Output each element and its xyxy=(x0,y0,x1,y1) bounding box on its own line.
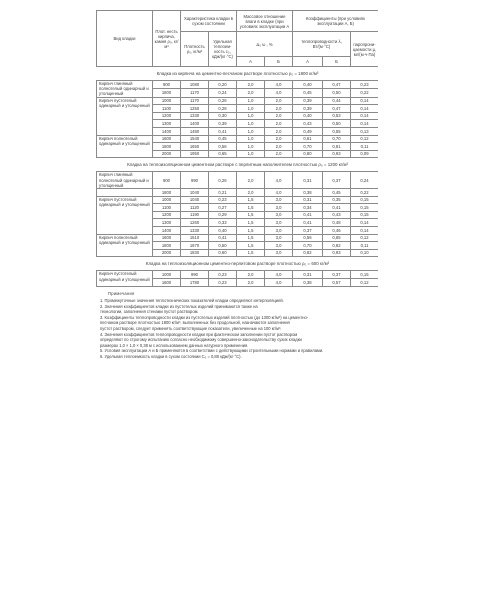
table-cell: 0,65 xyxy=(323,234,351,242)
table-cell: 0,40 xyxy=(209,226,237,234)
table-row xyxy=(97,97,379,105)
table-cell: 3,0 xyxy=(265,249,293,257)
table-cell: 1400 xyxy=(153,127,181,135)
table-cell: 2,0 xyxy=(237,188,265,196)
notes-title: Примечания xyxy=(108,290,135,296)
table-cell: 1,0 xyxy=(237,112,265,120)
table-cell: 0,61 xyxy=(293,135,323,143)
table-cell: 0,15 xyxy=(351,204,379,212)
section-title: Кладка на теплоизоляционном цементно-перлитовом растворе плотностью ρ₀ = 600 кг/м³ xyxy=(97,257,379,271)
table-cell: 4,0 xyxy=(265,172,293,189)
table-cell: 0,45 xyxy=(323,188,351,196)
material-label: Кирпич полнотелый одинарный и утолщенный xyxy=(97,234,153,257)
table-cell: 0,33 xyxy=(209,219,237,227)
table-cell: 1540 xyxy=(181,135,209,143)
note-line: 5. Условия эксплуатации А и Б применяются в соответствии с действующими строительными нормами и правилами. xyxy=(100,348,324,354)
table-cell: 4,0 xyxy=(265,81,293,89)
table-cell: 0,70 xyxy=(293,143,323,151)
table-cell: 0,41 xyxy=(323,204,351,212)
material-label: Кирпич полнотелый одинарный и утолщенный xyxy=(97,135,153,158)
material-label xyxy=(97,188,153,196)
table-cell: 2,0 xyxy=(265,105,293,113)
table-cell: 0,44 xyxy=(323,97,351,105)
table-cell: 1600 xyxy=(153,135,181,143)
table-cell: 0,24 xyxy=(351,172,379,189)
table-cell: 0,14 xyxy=(351,120,379,128)
table-cell: 0,39 xyxy=(209,120,237,128)
table-cell: 1670 xyxy=(181,242,209,250)
table-cell: 1080 xyxy=(181,81,209,89)
table-cell: 2,0 xyxy=(265,120,293,128)
table-cell: 0,11 xyxy=(351,242,379,250)
table-cell: 0,35 xyxy=(323,196,351,204)
table-cell: 2,0 xyxy=(237,81,265,89)
table-cell: 1100 xyxy=(153,105,181,113)
table-cell: 0,49 xyxy=(293,127,323,135)
table-cell: 1,5 xyxy=(237,204,265,212)
table-cell: 0,39 xyxy=(293,105,323,113)
table-cell: 990 xyxy=(181,172,209,189)
table-cell: 1,0 xyxy=(237,143,265,151)
table-cell: 0,81 xyxy=(323,143,351,151)
notes-block xyxy=(96,291,378,360)
table-cell: 0,57 xyxy=(323,278,351,286)
table-cell: 0,30 xyxy=(209,112,237,120)
table-cell: 0,48 xyxy=(323,219,351,227)
table-cell: 1510 xyxy=(181,234,209,242)
table-cell: 2,0 xyxy=(237,271,265,279)
table-row xyxy=(97,81,379,89)
note-line: 2. Значения коэффициентов кладки из пустотелых изделий принимаются также на xyxy=(100,303,258,309)
table-cell: 0,14 xyxy=(351,112,379,120)
table-cell: 0,13 xyxy=(351,127,379,135)
table-cell: 1330 xyxy=(181,112,209,120)
table-cell: 1650 xyxy=(181,143,209,151)
table-cell: 990 xyxy=(181,271,209,279)
table-row xyxy=(97,234,379,242)
table-cell: 0,70 xyxy=(293,242,323,250)
note-line: 1. Промежуточные значения теплотехнических показателей кладки определяют интерполяцией. xyxy=(100,298,284,304)
table-row xyxy=(97,271,379,279)
table-cell: 0,26 xyxy=(209,97,237,105)
table-cell: 1190 xyxy=(181,211,209,219)
table-cell: 0,15 xyxy=(351,196,379,204)
table-cell: 0,12 xyxy=(351,234,379,242)
table-cell: 2,0 xyxy=(265,143,293,151)
table-cell: 0,50 xyxy=(323,120,351,128)
table-cell: 1,5 xyxy=(237,242,265,250)
table-cell: 0,21 xyxy=(209,188,237,196)
header-coeff-group: Коэффициенты (при условиях эксплуатации А, Б) xyxy=(293,11,379,32)
table-cell: 2,0 xyxy=(265,150,293,158)
header-heat-capacity: Удельная теплоемкость с₀, кДж/(кг·°С) xyxy=(209,32,237,67)
section-title: Кладка на теплоизоляционном цементном растворе с перлитным наполнителем плотностью ρ₀ = 1200 кг/м³ xyxy=(97,158,379,172)
header-material: Вид кладки xyxy=(97,11,153,67)
table-cell: 3,0 xyxy=(265,204,293,212)
table-cell: 3,0 xyxy=(265,234,293,242)
table-cell: 1170 xyxy=(181,97,209,105)
note-line: песчаном растворе плотностью 1800 кг/м³, выполненных без продольной, назначаются заполнения xyxy=(100,320,290,326)
table-cell: 1,5 xyxy=(237,196,265,204)
table-cell: 1300 xyxy=(153,120,181,128)
table-cell: 1100 xyxy=(153,204,181,212)
table-cell: 1830 xyxy=(181,249,209,257)
table-cell: 0,14 xyxy=(351,97,379,105)
table-cell: 0,41 xyxy=(209,127,237,135)
table-row xyxy=(97,135,379,143)
table-cell: 0,47 xyxy=(323,105,351,113)
table-cell: 0,56 xyxy=(209,143,237,151)
table-row xyxy=(97,188,379,196)
table-cell: 0,23 xyxy=(351,81,379,89)
table-cell: 3,0 xyxy=(265,242,293,250)
table-cell: 0,55 xyxy=(323,127,351,135)
table-cell: 0,31 xyxy=(293,271,323,279)
table-cell: 0,23 xyxy=(209,278,237,286)
table-cell: 0,37 xyxy=(293,226,323,234)
note-line: 3. Коэффициенты теплопроводности кладки из пустотелых изделий плотностью (до 1300 кг/м³) на цементно- xyxy=(100,314,309,320)
table-cell: 0,24 xyxy=(209,89,237,97)
table-cell: 1000 xyxy=(153,97,181,105)
table-cell: 0,31 xyxy=(293,172,323,189)
table-cell: 0,31 xyxy=(293,196,323,204)
table-cell: 1780 xyxy=(181,278,209,286)
note-line: пустот раствором, следует применять соответствующие показатели, увеличенные на 100 кг/м³. xyxy=(100,326,282,332)
table-row xyxy=(97,196,379,204)
table-cell: 4,0 xyxy=(265,89,293,97)
header-sub-a: А xyxy=(237,57,265,67)
table-cell: 0,41 xyxy=(209,234,237,242)
table-cell: 3,0 xyxy=(265,219,293,227)
table-cell: 0,15 xyxy=(351,211,379,219)
table-cell: 0,27 xyxy=(209,204,237,212)
table-cell: 1480 xyxy=(181,127,209,135)
table-cell: 0,56 xyxy=(293,234,323,242)
material-label: Кирпич глиняный полнотелый одинарный и утолщенный xyxy=(97,81,153,98)
table-cell: 0,12 xyxy=(351,135,379,143)
table-cell: 2,0 xyxy=(237,89,265,97)
table-cell: 0,43 xyxy=(293,120,323,128)
table-cell: 3,0 xyxy=(265,211,293,219)
table-cell: 0,53 xyxy=(323,112,351,120)
table-cell: 2,0 xyxy=(265,135,293,143)
brick-masonry-table xyxy=(96,10,378,287)
table-cell: 0,47 xyxy=(323,81,351,89)
table-cell: 0,60 xyxy=(209,249,237,257)
table-cell: 1,0 xyxy=(237,150,265,158)
table-cell: 0,29 xyxy=(209,211,237,219)
material-label: Кирпич пустотелый одинарный и утолщенный xyxy=(97,196,153,234)
header-thermal: теплопроводности λ, Вт/(м·°С) xyxy=(293,32,351,57)
table-cell: 1800 xyxy=(153,242,181,250)
table-cell: 0,41 xyxy=(293,219,323,227)
header-moisture-sub: Δ₀ ω , % xyxy=(237,32,293,57)
table-cell: 1,0 xyxy=(237,135,265,143)
table-cell: 0,22 xyxy=(351,89,379,97)
table-cell: 0,20 xyxy=(209,81,237,89)
table-cell: 1,0 xyxy=(237,127,265,135)
table-cell: 0,38 xyxy=(293,188,323,196)
table-cell: 0,11 xyxy=(351,143,379,151)
table-cell: 0,82 xyxy=(293,249,323,257)
header-sub-b: Б xyxy=(265,57,293,67)
table-cell: 1040 xyxy=(181,188,209,196)
table-cell: 2,0 xyxy=(265,127,293,135)
table-cell: 0,37 xyxy=(323,271,351,279)
table-cell: 1000 xyxy=(153,196,181,204)
table-cell: 0,12 xyxy=(351,278,379,286)
section-title: Кладка из кирпича на цементно-песчаном растворе плотностью ρ₀ = 1800 кг/м³ xyxy=(97,67,379,81)
note-line: размерах 1,0 × 1,0 × 0,38 м с использованием данных натурного применения. xyxy=(100,342,249,348)
note-line: технологии, заполнения стенами пустот раствором. xyxy=(100,309,199,315)
table-cell: 4,0 xyxy=(265,188,293,196)
header-vapor: паропроницаемости μ, мг/(м·ч·Па) xyxy=(351,32,379,67)
table-cell: 0,38 xyxy=(293,278,323,286)
table-cell: 1950 xyxy=(181,150,209,158)
table-cell: 3,0 xyxy=(265,226,293,234)
material-label: Кирпич пустотелый одинарный и утолщенный xyxy=(97,97,153,135)
table-cell: 0,39 xyxy=(293,97,323,105)
table-cell: 1,5 xyxy=(237,219,265,227)
material-label: Кирпич пустотелый одинарный и утолщенный xyxy=(97,271,153,286)
table-cell: 0,34 xyxy=(293,204,323,212)
table-cell: 0,14 xyxy=(351,226,379,234)
header-dry-group: Характеристика кладки в сухом состоянии xyxy=(181,11,237,32)
table-cell: 1,0 xyxy=(237,97,265,105)
table-cell: 2000 xyxy=(153,249,181,257)
table-cell: 0,23 xyxy=(209,271,237,279)
table-cell: 0,41 xyxy=(293,211,323,219)
table-cell: 1400 xyxy=(153,226,181,234)
table-cell: 1,5 xyxy=(237,234,265,242)
header-dry-density: Плотность ρ₀, кг/м³ xyxy=(181,32,209,67)
table-cell: 0,93 xyxy=(323,150,351,158)
table-cell: 1800 xyxy=(153,188,181,196)
table-cell: 1040 xyxy=(181,196,209,204)
table-cell: 3,0 xyxy=(265,196,293,204)
table-cell: 0,80 xyxy=(293,150,323,158)
table-cell: 0,23 xyxy=(209,196,237,204)
header-sub-a: А xyxy=(293,57,323,67)
table-cell: 1,0 xyxy=(237,105,265,113)
table-cell: 1000 xyxy=(153,271,181,279)
header-density: Плот. несть кирпича, камня ρ₀, кг/м³ xyxy=(153,11,181,67)
table-cell: 2,0 xyxy=(265,112,293,120)
table-cell: 0,82 xyxy=(323,242,351,250)
table-cell: 0,37 xyxy=(323,172,351,189)
table-cell: 0,45 xyxy=(293,89,323,97)
note-line: определяют по строгому испытанию согласно необходимому совершенно-законодательству сухих кладки xyxy=(100,337,302,343)
table-cell: 0,14 xyxy=(351,105,379,113)
table-cell: 1,5 xyxy=(237,226,265,234)
table-cell: 1200 xyxy=(153,211,181,219)
table-cell: 0,15 xyxy=(351,271,379,279)
material-label: Кирпич глиняный полнотелый одинарный и утолщенный xyxy=(97,172,153,189)
table-cell: 0,26 xyxy=(209,172,237,189)
table-row xyxy=(97,172,379,189)
table-cell: 4,0 xyxy=(265,271,293,279)
table-cell: 0,40 xyxy=(293,81,323,89)
table-cell: 1800 xyxy=(153,143,181,151)
table-cell: 1260 xyxy=(181,219,209,227)
document-page xyxy=(96,10,378,602)
table-cell: 0,50 xyxy=(209,242,237,250)
table-cell: 0,14 xyxy=(351,219,379,227)
note-line: 4. Значения коэффициентов теплопроводности кладки при фактическом заполнении пустот раствором xyxy=(100,331,298,337)
table-cell: 0,22 xyxy=(351,188,379,196)
table-cell: 1800 xyxy=(153,89,181,97)
table-cell: 0,93 xyxy=(323,249,351,257)
table-cell: 0,10 xyxy=(351,249,379,257)
table-cell: 0,09 xyxy=(351,150,379,158)
table-cell: 1600 xyxy=(153,234,181,242)
table-cell: 1120 xyxy=(181,204,209,212)
header-sub-b: Б xyxy=(323,57,351,67)
table-cell: 0,43 xyxy=(323,211,351,219)
table-cell: 2,0 xyxy=(237,278,265,286)
table-cell: 4,0 xyxy=(265,278,293,286)
table-cell: 0,50 xyxy=(323,89,351,97)
table-cell: 0,46 xyxy=(323,226,351,234)
table-cell: 2,0 xyxy=(237,172,265,189)
table-cell: 900 xyxy=(153,81,181,89)
table-cell: 1300 xyxy=(153,219,181,227)
table-cell: 2000 xyxy=(153,150,181,158)
table-cell: 0,65 xyxy=(209,150,237,158)
table-cell: 0,45 xyxy=(209,135,237,143)
table-cell: 1200 xyxy=(153,112,181,120)
table-cell: 900 xyxy=(153,172,181,189)
table-cell: 1,0 xyxy=(237,120,265,128)
table-cell: 1,5 xyxy=(237,211,265,219)
table-cell: 0,40 xyxy=(293,112,323,120)
table-cell: 0,70 xyxy=(323,135,351,143)
table-cell: 1170 xyxy=(181,89,209,97)
table-cell: 1600 xyxy=(153,278,181,286)
table-cell: 1,5 xyxy=(237,249,265,257)
note-line: 6. Удельная теплоемкость кладки в сухом состоянии С₀ = 0,88 кДж/(кг·°С). xyxy=(100,354,242,360)
table-cell: 1250 xyxy=(181,105,209,113)
table-cell: 0,28 xyxy=(209,105,237,113)
table-cell: 1400 xyxy=(181,120,209,128)
table-cell: 2,0 xyxy=(265,97,293,105)
header-moisture-group: Массовое отношение влаги в кладке (при условиях эксплуатации А xyxy=(237,11,293,32)
table-cell: 1330 xyxy=(181,226,209,234)
